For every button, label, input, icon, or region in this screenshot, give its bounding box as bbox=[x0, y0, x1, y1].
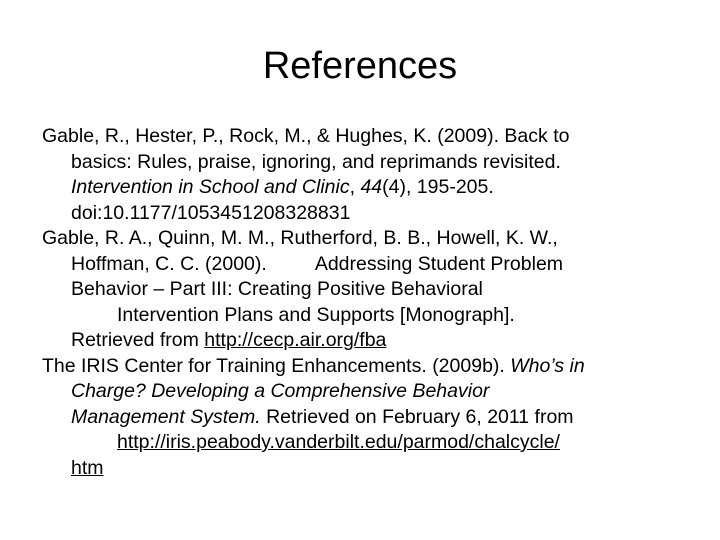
ref3-lead: The IRIS Center for Training Enhancements. (2009b). bbox=[42, 354, 511, 377]
ref2-line-2 bbox=[42, 252, 682, 278]
ref3-url-link-part-2[interactable]: htm bbox=[71, 456, 104, 479]
ref1-line-3: Intervention in School and Clinic, 44(4), 195-205. bbox=[71, 176, 494, 198]
ref2-line-3: Behavior – Part III: Creating Positive Behavioral bbox=[71, 278, 483, 300]
ref1-volume: 44 bbox=[360, 176, 383, 198]
ref3-url-link-part-1[interactable]: http://iris.peabody.vanderbilt.edu/parmod/chalcycle/ bbox=[117, 431, 560, 453]
ref1-doi: doi:10.1177/1053451208328831 bbox=[71, 201, 351, 224]
ref2-url-link[interactable]: http://cecp.air.org/fba bbox=[204, 329, 387, 351]
references-list bbox=[42, 124, 682, 481]
slide-title: References bbox=[262, 45, 458, 87]
ref2-retrieved: Retrieved from bbox=[71, 329, 205, 351]
ref2-line-5 bbox=[42, 328, 682, 354]
ref2-authors-cont: Hoffman, C. C. (2000). bbox=[71, 252, 267, 275]
ref3-line-1 bbox=[42, 354, 682, 380]
ref3-retrieved: Retrieved on February 6, 2011 from bbox=[260, 405, 574, 428]
ref2-line-1: Gable, R. A., Quinn, M. M., Rutherford, B. B., Howell, K. W., bbox=[42, 227, 558, 249]
ref2-line-4: Intervention Plans and Supports [Monograph]. bbox=[117, 303, 515, 326]
ref1-issue-pages: (4), 195-205. bbox=[382, 176, 494, 198]
ref3-title-1: Who’s in bbox=[510, 354, 585, 377]
ref3-line-3 bbox=[42, 405, 682, 431]
ref2-title-1: Addressing Student Problem bbox=[314, 252, 564, 275]
ref3-line-4 bbox=[42, 430, 682, 456]
ref3-title-3: Management System. bbox=[71, 405, 261, 428]
ref3-line-2 bbox=[42, 379, 682, 405]
ref1-journal: Intervention in School and Clinic bbox=[71, 176, 350, 198]
ref3-line-5 bbox=[42, 456, 682, 482]
ref1-line-1: Gable, R., Hester, P., Rock, M., & Hughes, K. (2009). Back to bbox=[42, 125, 570, 147]
ref1-line-2: basics: Rules, praise, ignoring, and reprimands revisited. bbox=[71, 150, 561, 173]
ref3-title-2: Charge? Developing a Comprehensive Behavior bbox=[71, 380, 490, 402]
